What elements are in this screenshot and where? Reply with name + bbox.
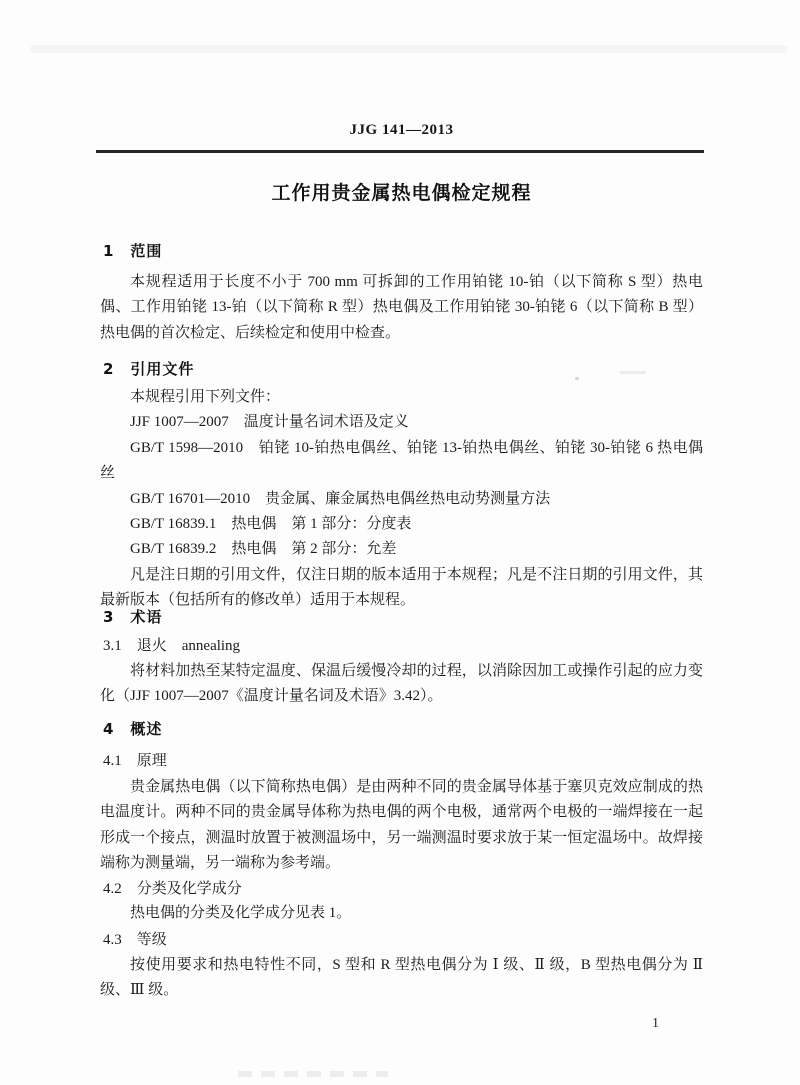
section-2-note: 凡是注日期的引用文件，仅注日期的版本适用于本规程；凡是不注日期的引用文件，其最新版本（包括所有的修改单）适用于本规程。 xyxy=(100,567,703,609)
section-2-heading: 2 引用文件 xyxy=(103,360,195,378)
section-1-heading: 1 范围 xyxy=(103,242,163,260)
header-rule xyxy=(96,150,704,153)
section-3-heading: 3 术语 xyxy=(103,608,163,626)
scan-artifact-ghost-text xyxy=(238,1071,388,1077)
reference-jjf-1007: JJF 1007—2007 温度计量名词术语及定义 xyxy=(130,414,409,430)
reference-gbt-16701: GB/T 16701—2010 贵金属、廉金属热电偶丝热电动势测量方法 xyxy=(130,491,551,507)
subsection-4-2-paragraph: 热电偶的分类及化学成分见表 1。 xyxy=(130,905,352,921)
reference-gbt-16839-1: GB/T 16839.1 热电偶 第 1 部分：分度表 xyxy=(130,516,412,532)
reference-gbt-1598: GB/T 1598—2010 铂铑 10-铂热电偶丝、铂铑 13-铂热电偶丝、铂铑 30-铂铑 6 热电偶丝 xyxy=(100,440,703,482)
subsection-4-1-heading: 4.1 原理 xyxy=(103,753,167,769)
document-title: 工作用贵金属热电偶检定规程 xyxy=(271,182,532,204)
section-4-heading: 4 概述 xyxy=(103,720,163,738)
subsection-4-2-heading: 4.2 分类及化学成分 xyxy=(103,881,242,897)
subsection-4-1-paragraph: 贵金属热电偶（以下简称热电偶）是由两种不同的贵金属导体基于塞贝克效应制成的热电温度计。两种不同的贵金属导体称为热电偶的两个电极，通常两个电极的一端焊接在一起形成一个接点，测温时放置于被测温场中，另一端测温时要求放于某一恒定温场中。故焊接端称为测量端，另一端称为参考端。 xyxy=(100,779,703,872)
term-3-1-heading: 3.1 退火 annealing xyxy=(103,638,241,654)
term-3-1-definition: 将材料加热至某特定温度、保温后缓慢冷却的过程，以消除因加工或操作引起的应力变化（JJF 1007—2007《温度计量名词及术语》3.42）。 xyxy=(100,663,703,705)
section-2-intro: 本规程引用下列文件： xyxy=(130,389,281,405)
standard-code: JJG 141—2013 xyxy=(349,122,454,138)
reference-gbt-16839-2: GB/T 16839.2 热电偶 第 2 部分：允差 xyxy=(130,541,397,557)
scan-artifact-band xyxy=(30,45,788,53)
section-1-paragraph: 本规程适用于长度不小于 700 mm 可拆卸的工作用铂铑 10-铂（以下简称 S 型）热电偶、工作用铂铑 13-铂（以下简称 R 型）热电偶及工作用铂铑 30-铂铑 6（以下简称 B 型）热电偶的首次检定、后续检定和使用中检查。 xyxy=(100,274,703,341)
page-number: 1 xyxy=(652,1016,659,1031)
subsection-4-3-paragraph: 按使用要求和热电特性不同，S 型和 R 型热电偶分为 Ⅰ 级、Ⅱ 级，B 型热电偶分为 Ⅱ 级、Ⅲ 级。 xyxy=(100,957,703,999)
subsection-4-3-heading: 4.3 等级 xyxy=(103,932,167,948)
